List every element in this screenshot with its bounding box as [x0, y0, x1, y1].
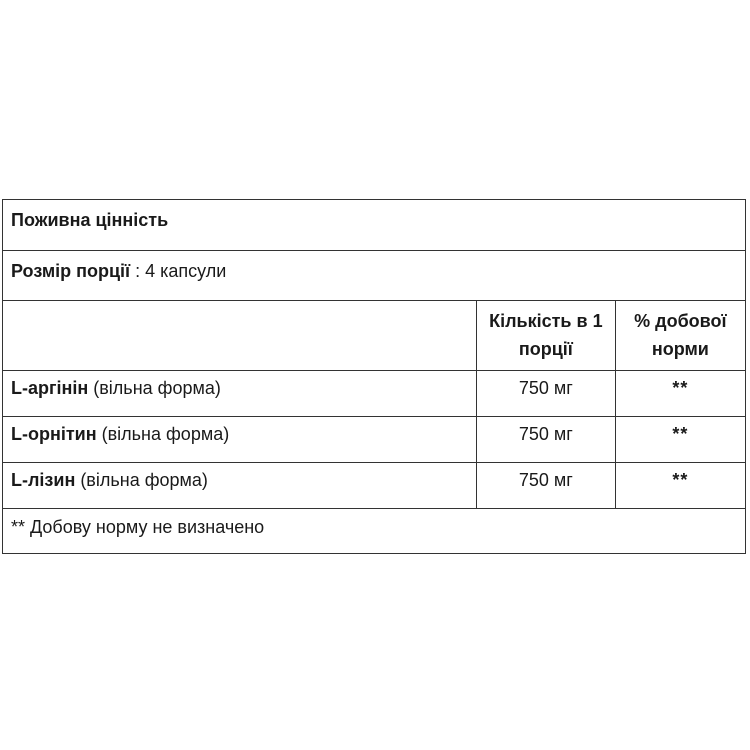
table-row: [3, 463, 746, 509]
header-dv-cell: [615, 301, 745, 371]
item-name-cell: [3, 371, 477, 417]
header-empty-cell: [3, 301, 477, 371]
header-amount-line1: Кількість в 1: [489, 311, 603, 331]
item-name: L-орнітин: [11, 424, 97, 444]
item-dv: **: [615, 371, 745, 417]
item-dv: **: [615, 463, 745, 509]
serving-cell: [3, 251, 746, 301]
header-amount-line2: порції: [518, 339, 573, 359]
serving-label: Розмір порції: [11, 261, 131, 281]
item-name: L-аргінін: [11, 378, 89, 398]
item-name-cell: [3, 417, 477, 463]
header-dv-line2: норми: [651, 339, 709, 359]
header-dv-line1: % добової: [634, 311, 727, 331]
header-amount-cell: [476, 301, 615, 371]
footnote-row: [3, 509, 746, 554]
item-name-cell: [3, 463, 477, 509]
item-form: (вільна форма): [96, 424, 230, 444]
footnote: ** Добову норму не визначено: [3, 509, 746, 554]
serving-value: 4 капсули: [145, 261, 227, 281]
table-row: [3, 417, 746, 463]
header-row: [3, 301, 746, 371]
item-name: L-лізин: [11, 470, 76, 490]
table-title: Поживна цінність: [11, 210, 169, 230]
item-form: (вільна форма): [88, 378, 221, 398]
table-row: [3, 371, 746, 417]
item-dv: **: [615, 417, 745, 463]
table-title-cell: [3, 200, 746, 251]
serving-row: [3, 251, 746, 301]
item-form: (вільна форма): [75, 470, 208, 490]
nutrition-facts-table: [2, 199, 746, 554]
item-amount: 750 мг: [476, 417, 615, 463]
item-amount: 750 мг: [476, 463, 615, 509]
title-row: [3, 200, 746, 251]
serving-separator: :: [130, 261, 146, 281]
item-amount: 750 мг: [476, 371, 615, 417]
